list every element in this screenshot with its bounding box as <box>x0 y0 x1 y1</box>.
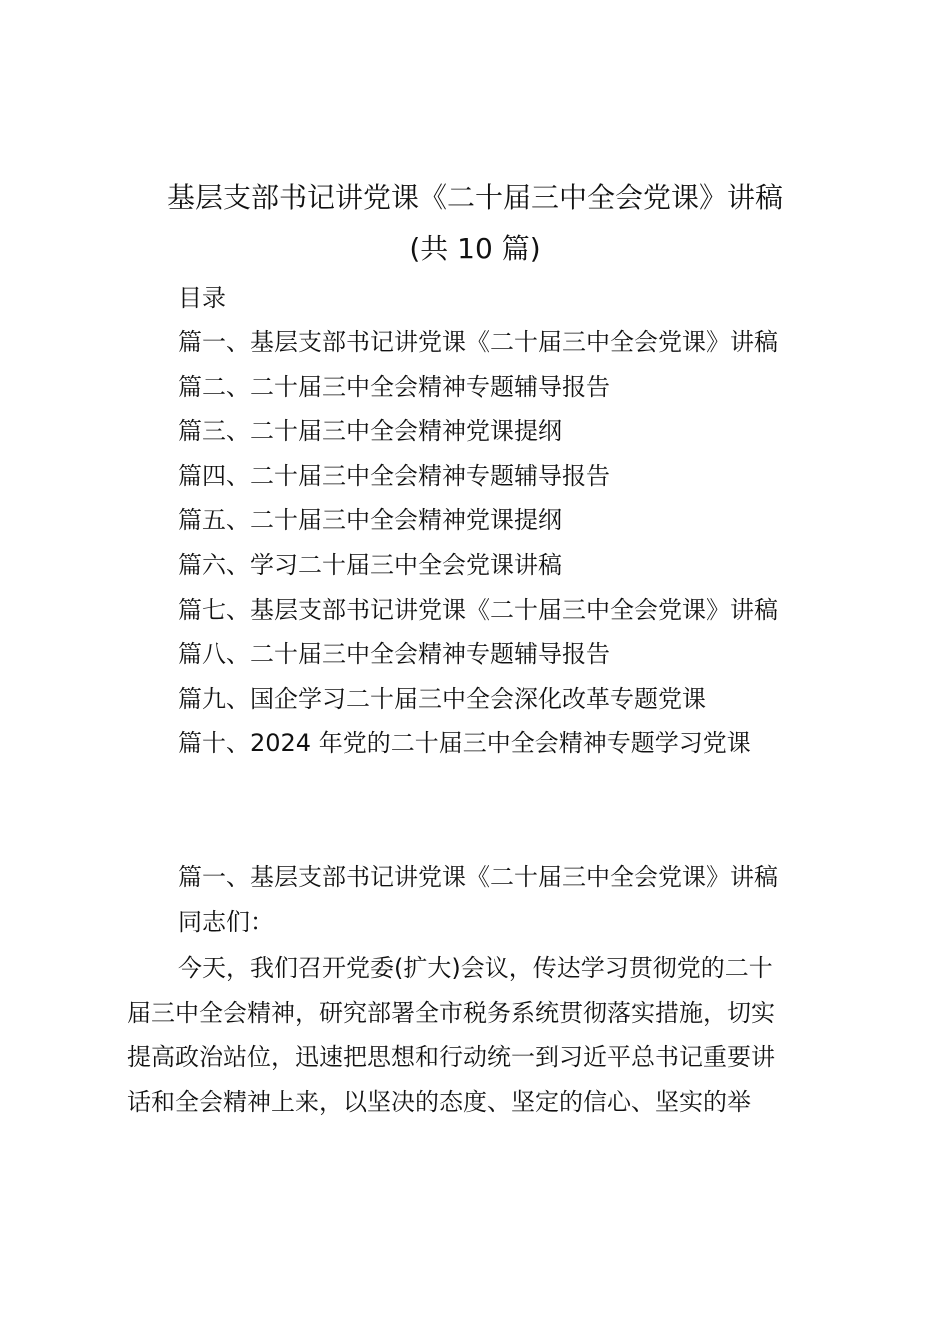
toc-item-4[interactable]: 篇四、二十届三中全会精神专题辅导报告 <box>178 461 610 490</box>
document-title: 基层支部书记讲党课《二十届三中全会党课》讲稿 <box>166 181 783 214</box>
toc-item-6[interactable]: 篇六、学习二十届三中全会党课讲稿 <box>178 550 562 579</box>
paragraph-line: 话和全会精神上来，以坚决的态度、坚定的信心、坚实的举 <box>127 1087 751 1116</box>
paragraph-line: 今天，我们召开党委(扩大)会议，传达学习贯彻党的二十 <box>178 954 773 982</box>
document-subtitle: (共 10 篇) <box>409 232 541 265</box>
toc-item-8[interactable]: 篇八、二十届三中全会精神专题辅导报告 <box>178 640 610 669</box>
paragraph-line: 提高政治站位，迅速把思想和行动统一到习近平总书记重要讲 <box>127 1043 775 1071</box>
toc-item-5[interactable]: 篇五、二十届三中全会精神党课提纲 <box>178 506 562 535</box>
toc-item-2[interactable]: 篇二、二十届三中全会精神专题辅导报告 <box>178 372 610 401</box>
body-paragraph <box>127 946 821 1124</box>
salutation: 同志们： <box>178 908 274 936</box>
toc-heading: 目录 <box>178 284 226 312</box>
toc-item-9[interactable]: 篇九、国企学习二十届三中全会深化改革专题党课 <box>178 684 706 713</box>
toc-item-10[interactable]: 篇十、2024 年党的二十届三中全会精神专题学习党课 <box>178 729 751 758</box>
toc-item-7[interactable]: 篇七、基层支部书记讲党课《二十届三中全会党课》讲稿 <box>178 595 778 624</box>
section-heading: 篇一、基层支部书记讲党课《二十届三中全会党课》讲稿 <box>178 863 778 891</box>
toc-item-1[interactable]: 篇一、基层支部书记讲党课《二十届三中全会党课》讲稿 <box>178 328 778 356</box>
table-of-contents <box>178 276 878 766</box>
paragraph-line: 届三中全会精神，研究部署全市税务系统贯彻落实措施，切实 <box>127 998 775 1027</box>
toc-item-3[interactable]: 篇三、二十届三中全会精神党课提纲 <box>178 417 562 446</box>
